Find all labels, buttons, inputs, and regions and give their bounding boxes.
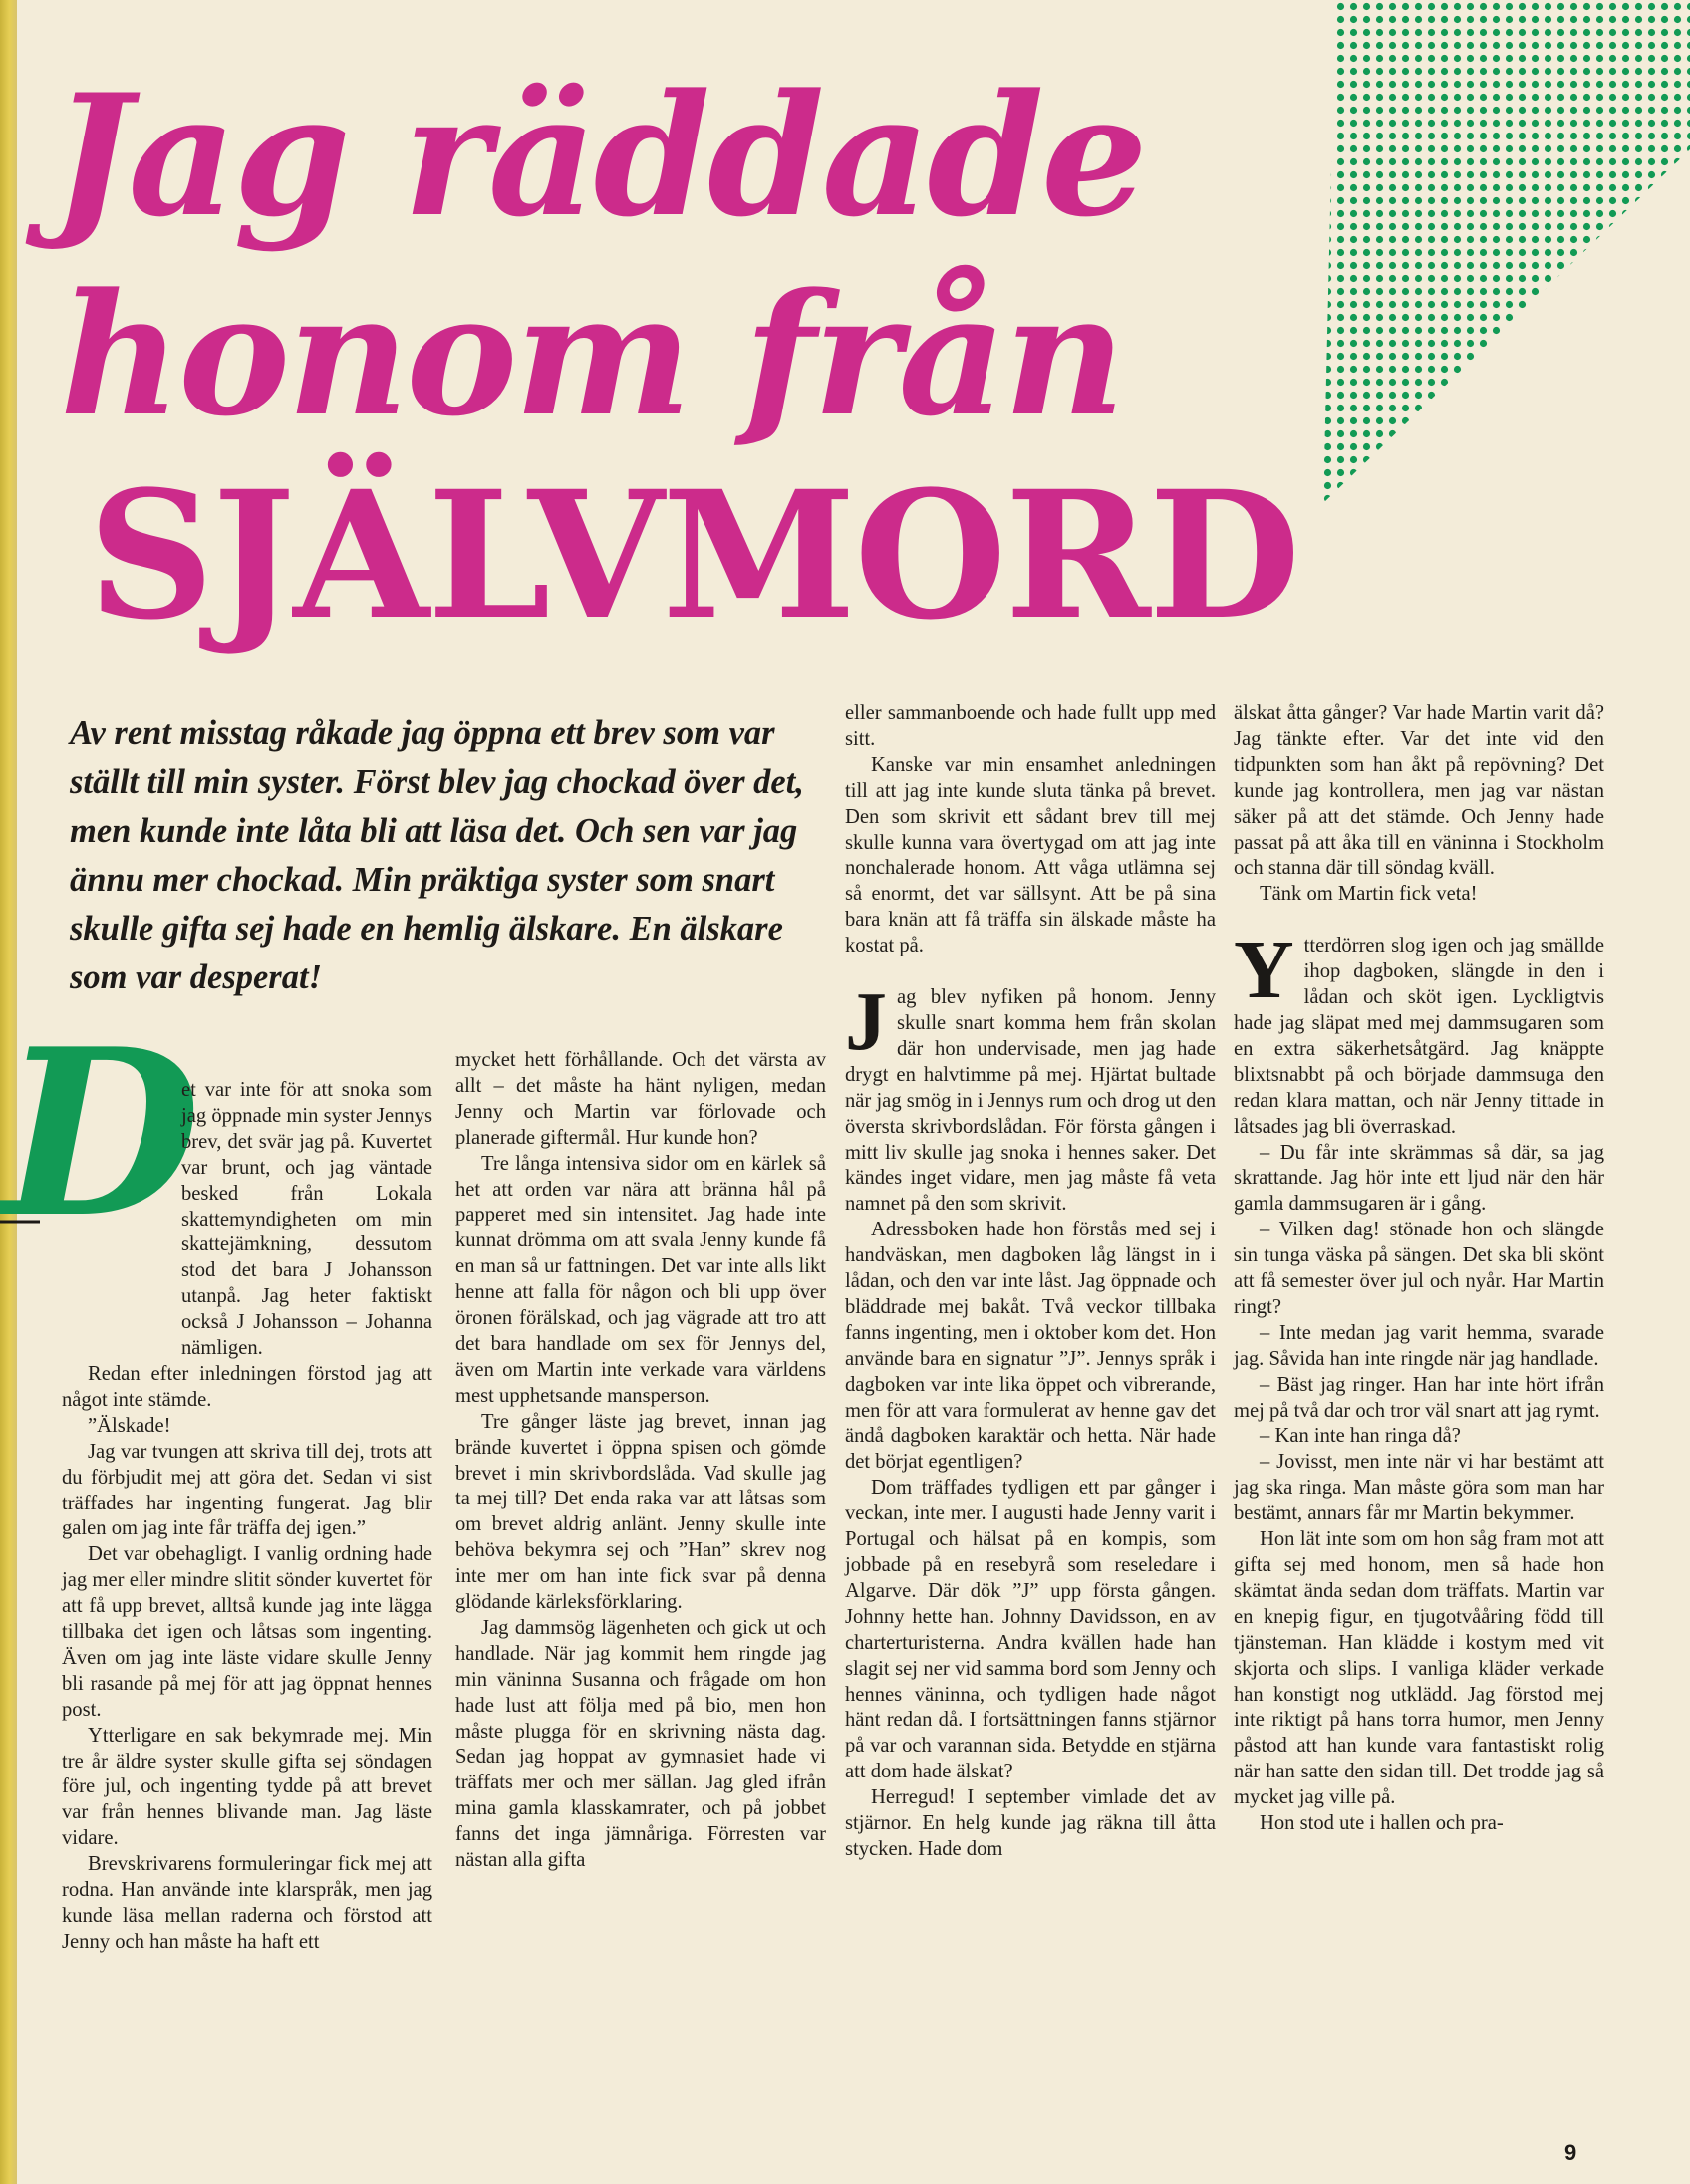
paragraph: ”Älskade! [88,1414,171,1437]
page-number: 9 [1564,2140,1577,2165]
paragraph: Hon lät inte som om hon såg fram mot att gifta sej med honom, men så hade hon skämtat ända sedan dom träffats. Martin var en knepig figur, en tjugotvååring född till tjänsteman. Han klädde i kostym med vit skjorta och slips. I vanliga kläder verkade han konstigt nog utklädd. Jag förstod mej inte riktigt på hans torra humor, men Jenny påstod att han kunde vara fantastiskt rolig när han satte den sidan till. Det trodde jag så mycket jag ville på. [1234,1528,1604,1809]
lead-paragraph: Av rent misstag råkade jag öppna ett brev som var ställt till min syster. Först blev jag chockad över det, men kunde inte låta bli att läsa det. Och sen var jag ännu mer chockad. Min präktiga syster som snart skulle gifta sej hade en hemlig älskare. En älskare som var desperat! [70,714,804,996]
paragraph: – Vilken dag! stönade hon och slängde sin tunga väska på sängen. Det ska bli skönt att få semester över jul och nyår. Har Martin ringt? [1234,1219,1604,1318]
paragraph: Adressboken hade hon förstås med sej i handväskan, men dagboken låg längst in i lådan, och den var inte låst. Jag öppnade och bläddrade mej bakåt. Två veckor tillbaka fanns ingenting, men i oktober kom det. Hon använde bara en signatur ”J”. Jennys språk i dagboken var inte lika öppet och vibrerande, men för att vara formulerat av henne gav det ändå dagboken karaktär och hetta. När hade det börjat egentligen? [845,1219,1216,1474]
paragraph: – Kan inte han ringa då? [1260,1425,1461,1448]
paragraph: Redan efter inledningen förstod jag att något inte stämde. [62,1362,432,1411]
headline-line-3: SJÄLVMORD [88,452,1299,659]
body-column-1 [62,0,432,2184]
paragraph: – Jovisst, men inte när vi har bestämt att jag ska ringa. Man måste göra som man har bestämt, annars får mr Martin bekymmer. [1234,1451,1604,1525]
svg-text:D: D [2,1036,201,1235]
paragraph-with-drop-cap: Ytterdörren slog igen och jag smällde ihop dagboken, slängde in den i lådan och sköt igen. Lyckligtvis hade jag släpat med mej dammsugaren som en extra säkerhetsåtgärd. Jag knäppte blixtsnabbt på och började dammsuga den redan klara mattan, och när Jenny tittade in låtsades jag bli överraskad. [1234,924,1604,1138]
paragraph: et var inte för att snoka som jag öppnade min syster Jennys brev, det svär jag på. Kuvertet var brunt, och jag väntade besked från Lokala skattemyndigheten om min skattejämkning, dessutom stod det bara J Johansson utanpå. Jag heter faktiskt också J Johansson – Johanna nämligen. [181,1079,432,1360]
headline-line-1: Jag räddade [52,57,1145,254]
drop-cap-y: Y [1234,924,1294,1017]
paragraph: Det var obehagligt. I vanlig ordning hade jag mer eller mindre slitit sönder kuvertet för att få upp brevet, alltså kunde jag inte lägga tillbaka det igen och låtsas som ingenting. Även om jag inte läste vidare skulle Jenny bli rasande på mej för att jag öppnat hennes post. [62,1543,432,1721]
body-column-2 [455,0,826,2184]
paragraph: mycket hett förhållande. Och det värsta av allt – det måste ha hänt nyligen, medan Jenny och Martin var förlovade och planerade giftermål. Hur kunde hon? [455,1049,826,1149]
paragraph: Brevskrivarens formuleringar fick mej att rodna. Han använde inte klarspråk, men jag kunde läsa mellan raderna och förstod att Jenny och han måste ha haft ett [62,1853,432,1953]
paragraph-with-drop-cap: Jag blev nyfiken på honom. Jenny skulle snart komma hem från skolan där hon undervisade, men jag hade drygt en halvtimme på mej. Hjärtat bultade när jag smög in i Jennys rum och drog ut den översta skrivbordslådan. För första gången i mitt liv skulle jag snoka i hennes saker. Det kändes inget vidare, men jag måste få veta namnet på den som skrivit. [845,975,1216,1216]
paragraph: Jag var tvungen att skriva till dej, trots att du förbjudit mej att göra det. Sedan vi sist träffades har ingenting fungerat. Jag blir galen om jag inte får träffa dej igen.” [62,1440,432,1540]
body-column-3 [845,0,1216,2184]
paragraph: Kanske var min ensamhet anledningen till att jag inte kunde sluta tänka på brevet. Den som skrivit ett sådant brev till mej skulle kunna vara övertygad om att jag inte nonchalerade honom. Att våga utlämna sej så enormt, det var sällsynt. Att be på sina bara knän att få träffa sin älskade måste ha kostat på. [845,753,1216,957]
paragraph: Hon stod ute i hallen och pra- [1260,1812,1504,1835]
paragraph: – Bäst jag ringer. Han har inte hört ifrån mej på två dar och tror väl snart att jag rymt. [1234,1373,1604,1422]
paragraph: Herregud! I september vimlade det av stjärnor. En helg kunde jag räkna till åtta stycken. Hade dom [845,1786,1216,1860]
paragraph: älskat åtta gånger? Var hade Martin varit då? Jag tänkte efter. Var det inte vid den tidpunkten som han åkt på repövning? Det kunde jag kontrollera, men jag var nästan säker på att det stämde. Och Jenny hade passat på att åka till en väninna i Stockholm och stanna där till söndag kväll. [1234,702,1604,880]
paragraph: eller sammanboende och hade fullt upp med sitt. [845,702,1216,750]
paragraph: Jag dammsög lägenheten och gick ut och handlade. När jag kommit hem ringde jag min väninna Susanna och frågade om hon hade lust att följa med på bio, men hon måste plugga för en skrivning nästa dag. Sedan jag hoppat av gymnasiet hade vi träffats mer och mer sällan. Jag gled ifrån mina gamla klasskamrater, och på jobbet fanns det inga jämnåriga. Förresten var nästan alla gifta [455,1616,826,1872]
paragraph: Tre långa intensiva sidor om en kärlek så het att orden var nära att bränna hål på papperet med sin intensitet. Jag hade inte kunnat drömma om att svala Jenny kunde få en man så ur fattningen. Det var inte alls likt henne att falla för någon och bli upp över öronen förälskad, och jag vägrade att tro att det bara handlade om sex för Jennys del, även om Martin inte verkade vara världens mest upphetsande mansperson. [455,1152,826,1407]
headline-line-2: honom från [60,256,1123,453]
paragraph: – Du får inte skrämmas så där, sa jag skrattande. Jag hör inte ett ljud när den här gamla dammsugaren är i gång. [1234,1141,1604,1216]
paragraph: Tre gånger läste jag brevet, innan jag brände kuvertet i öppna spisen och gömde brevet i min skrivbordslåda. Vad skulle jag ta mej till? Det enda raka var att låtsas som om brevet aldrig anlänt. Jenny skulle inte behöva bekymra sej och ”Han” skrev nog inte mer om han inte fick svar på denna glödande kärleksförklaring. [455,1410,826,1614]
paragraph: – Inte medan jag varit hemma, svarade jag. Såvida han inte ringde när jag handlade. [1234,1321,1604,1370]
drop-cap-j: J [845,975,887,1069]
body-column-4 [1234,0,1604,2184]
paragraph: Dom träffades tydligen ett par gånger i veckan, inte mer. I augusti hade Jenny varit i Portugal och hälsat på en kompis, som jobbade på en resebyrå som reseledare i Algarve. Där dök ”J” upp första gången. Johnny hette han. Johnny Davidsson, en av charterturisterna. Andra kvällen hade han slagit sej ner vid samma bord som Jenny och hennes väninna, och tydligen hade något hänt redan då. I fortsättningen fanns stjärnor på var och varannan sida. Betydde en stjärna att dom hade älskat? [845,1477,1216,1783]
paragraph: Ytterligare en sak bekymrade mej. Min tre år äldre syster skulle gifta sej söndagen före jul, och ingenting tydde på att brevet var från hennes blivande man. Jag läste vidare. [62,1724,432,1850]
paragraph: Tänk om Martin fick veta! [1260,883,1478,906]
